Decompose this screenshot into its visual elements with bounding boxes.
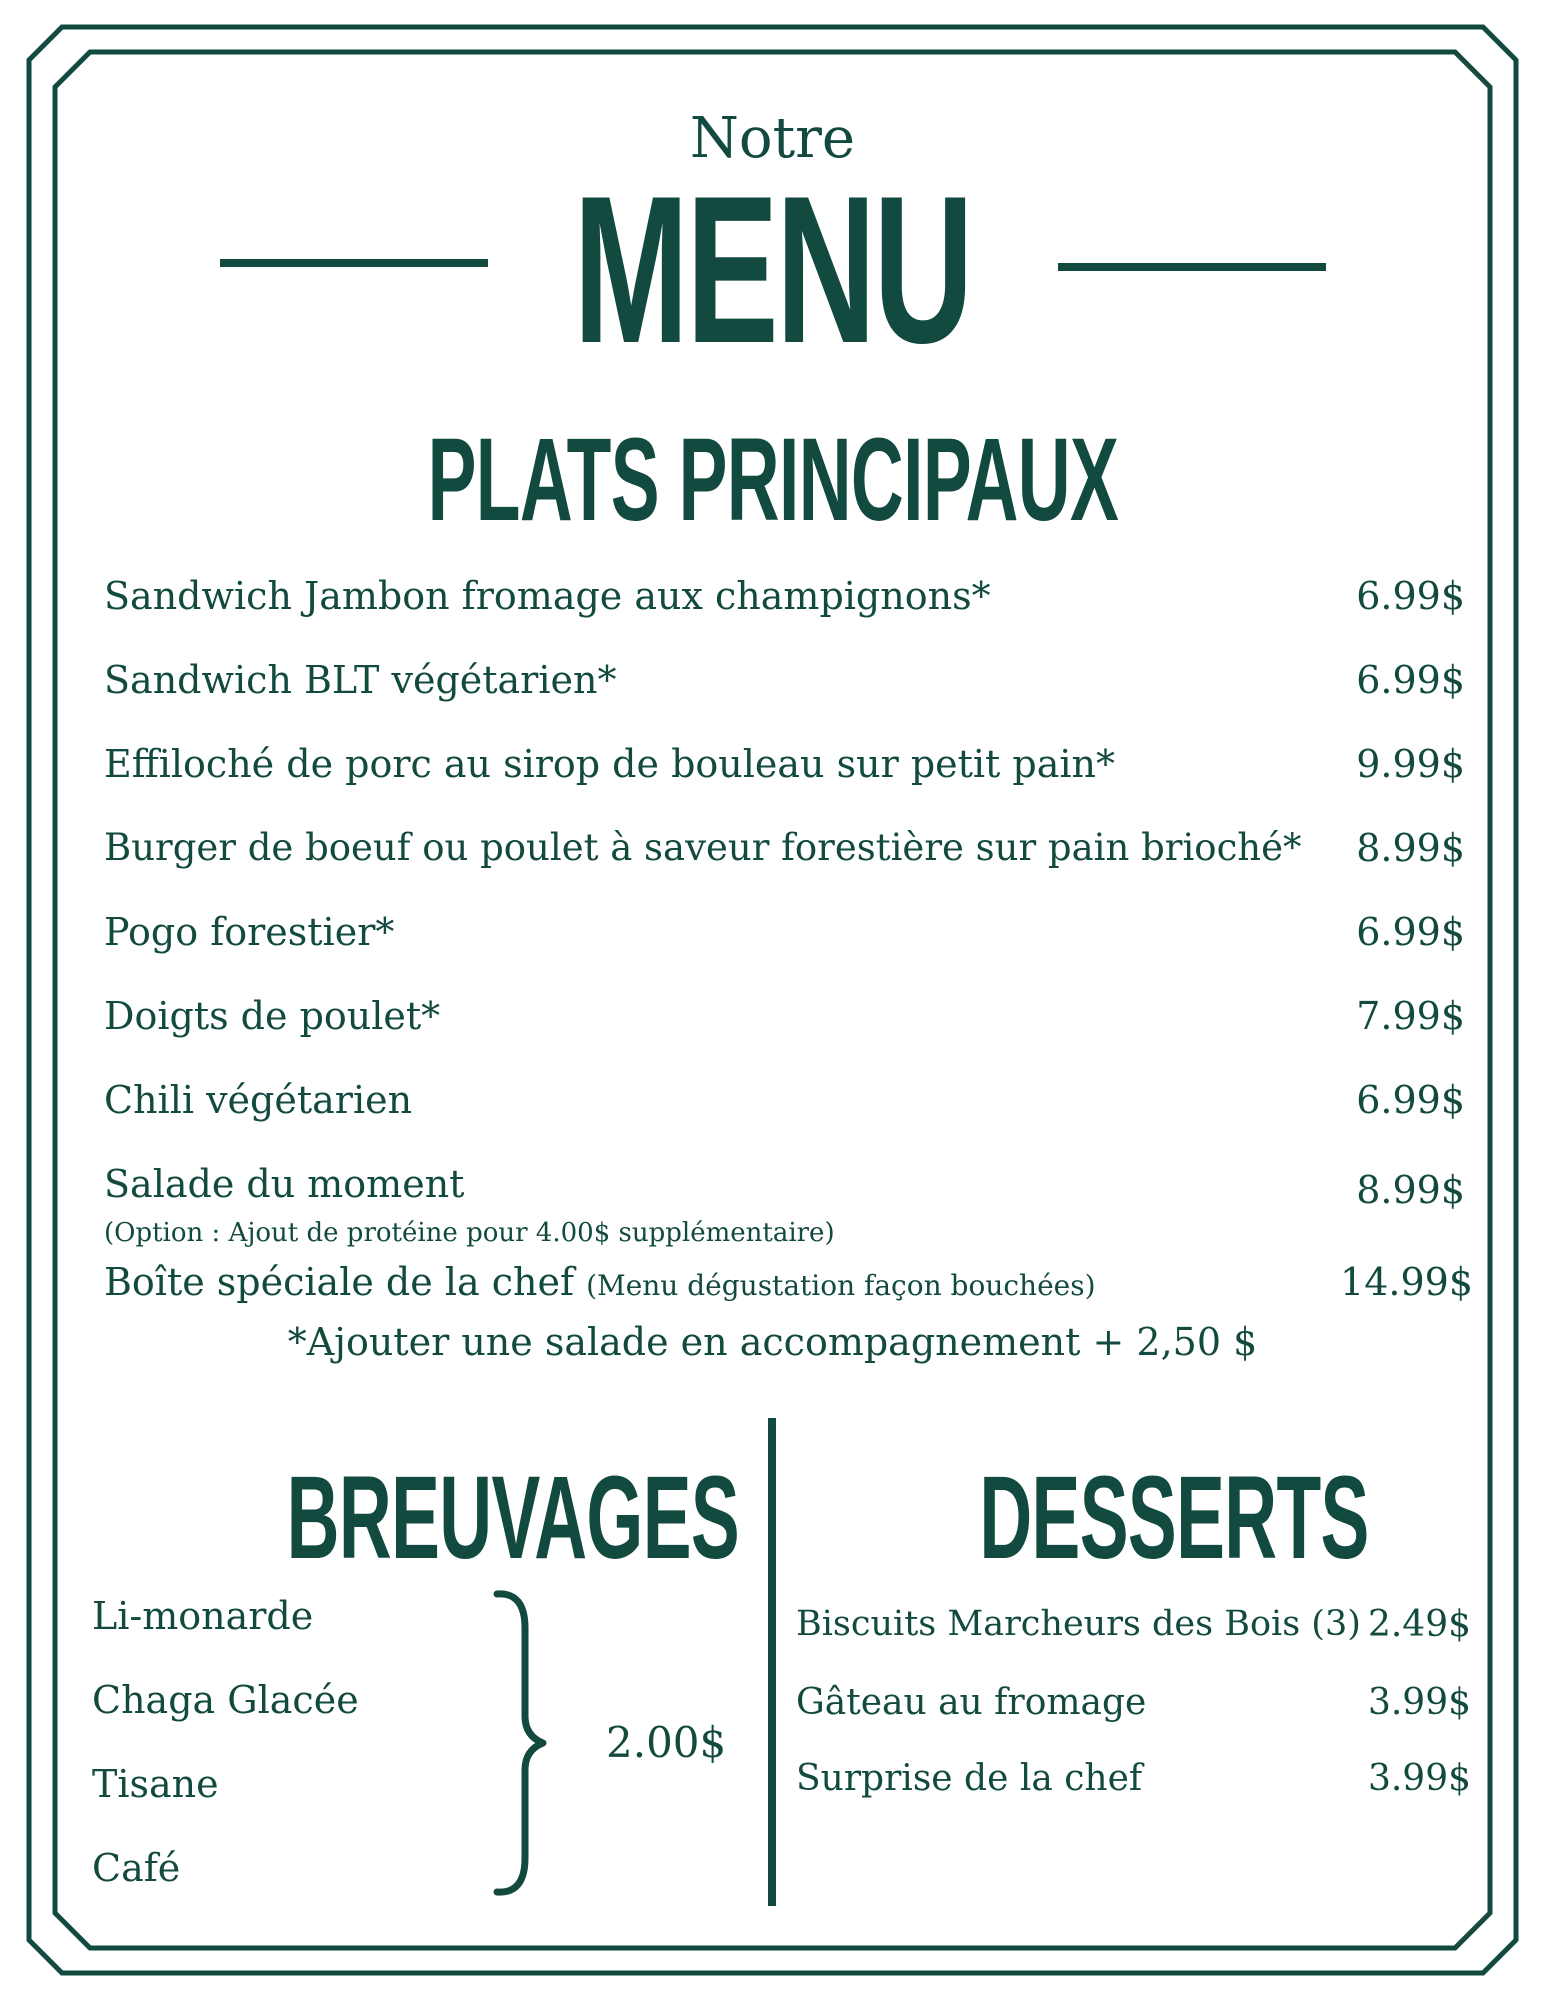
dessert-name: Biscuits Marcheurs des Bois (3): [796, 1604, 1361, 1644]
section-divider: [768, 1418, 776, 1906]
plat-price: 6.99$: [1356, 574, 1465, 618]
plat-name: Sandwich BLT végétarien*: [104, 658, 617, 702]
plat-price: 8.99$: [1356, 1168, 1465, 1212]
beverage-item: Café: [92, 1846, 181, 1890]
beverage-item: Tisane: [92, 1762, 219, 1806]
menu-pre-title: Notre: [689, 106, 856, 171]
menu-title-text: MENU: [573, 152, 972, 387]
plat-name: Burger de boeuf ou poulet à saveur forestière sur pain brioché*: [104, 826, 1302, 869]
menu-title: [0, 152, 1545, 387]
plat-name: Chili végétarien: [104, 1078, 413, 1122]
dessert-price: 2.49$: [1367, 1604, 1471, 1645]
plat-name-text: Boîte spéciale de la chef: [104, 1260, 575, 1304]
beverage-item: Li-monarde: [92, 1594, 314, 1638]
plat-price: 6.99$: [1356, 1078, 1465, 1122]
plat-name: Salade du moment: [104, 1162, 465, 1206]
dessert-price: 3.99$: [1367, 1682, 1471, 1723]
plats-title-text: PLATS PRINCIPAUX: [427, 414, 1118, 546]
dessert-name: Gâteau au fromage: [796, 1682, 1147, 1723]
desserts-title-text: DESSERTS: [979, 1452, 1369, 1584]
salad-footnote: *Ajouter une salade en accompagnement + 2,50 $: [287, 1320, 1258, 1364]
plat-price: 14.99$: [1340, 1260, 1473, 1304]
plat-price: 6.99$: [1356, 910, 1465, 954]
dessert-price: 3.99$: [1367, 1758, 1471, 1799]
plat-price: 9.99$: [1356, 742, 1465, 786]
plats-section-title: [0, 414, 1545, 546]
plat-price: 6.99$: [1356, 658, 1465, 702]
breuvages-section-title: [148, 1452, 740, 1584]
beverage-item: Chaga Glacée: [92, 1678, 359, 1722]
plat-name: [104, 1260, 1096, 1304]
desserts-section-title: [860, 1452, 1420, 1584]
beverage-price: 2.00$: [606, 1718, 727, 1767]
plat-name: Pogo forestier*: [104, 910, 395, 954]
plat-name: Doigts de poulet*: [104, 994, 441, 1038]
breuvages-title-text: BREUVAGES: [286, 1452, 740, 1584]
plat-price: 8.99$: [1356, 826, 1465, 870]
brace-icon: [485, 1588, 555, 1898]
plat-name: Sandwich Jambon fromage aux champignons*: [104, 574, 991, 618]
plat-name: Effiloché de porc au sirop de bouleau sur petit pain*: [104, 742, 1116, 786]
plat-price: 7.99$: [1356, 994, 1465, 1038]
plat-note: (Option : Ajout de protéine pour 4.00$ supplémentaire): [104, 1218, 835, 1248]
plat-subnote: (Menu dégustation façon bouchées): [586, 1269, 1096, 1302]
dessert-name: Surprise de la chef: [796, 1758, 1143, 1799]
